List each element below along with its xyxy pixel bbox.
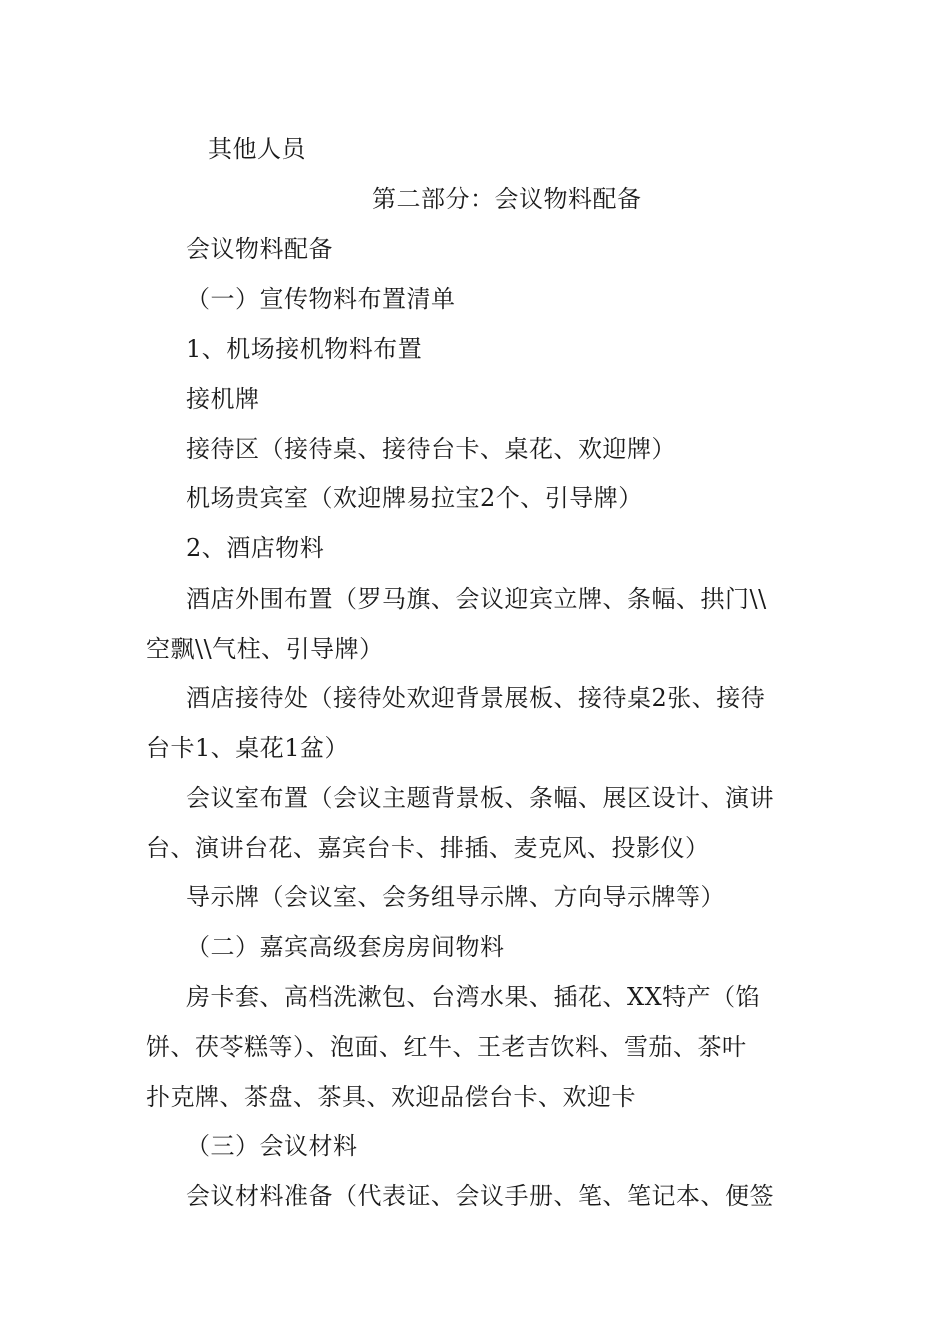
text-line: 酒店外围布置（罗马旗、会议迎宾立牌、条幅、拱门\\: [186, 585, 767, 613]
text-line: 2、酒店物料: [186, 534, 325, 562]
text-line-continuation: 扑克牌、茶盘、茶具、欢迎品偿台卡、欢迎卡: [146, 1083, 636, 1111]
text-line-continuation: 空飘\\气柱、引导牌）: [146, 635, 384, 663]
text-line-continuation: 台、演讲台花、嘉宾台卡、排插、麦克风、投影仪）: [146, 834, 710, 862]
text-line: 会议物料配备: [186, 235, 333, 263]
text-line: 导示牌（会议室、会务组导示牌、方向导示牌等）: [186, 883, 725, 911]
text-line: 酒店接待处（接待处欢迎背景展板、接待桌2张、接待: [186, 684, 766, 712]
text-line: 机场贵宾室（欢迎牌易拉宝2个、引导牌）: [186, 484, 643, 512]
text-line: 房卡套、高档洗漱包、台湾水果、插花、XX特产（馅: [186, 983, 761, 1011]
text-line: 接机牌: [186, 385, 260, 413]
text-line-continuation: 饼、茯苓糕等）、泡面、红牛、王老吉饮料、雪茄、茶叶: [146, 1033, 747, 1061]
subsection-heading: （一）宣传物料布置清单: [186, 285, 456, 313]
text-line: 接待区（接待桌、接待台卡、桌花、欢迎牌）: [186, 435, 676, 463]
section-heading: 第二部分：会议物料配备: [372, 185, 642, 213]
text-line-other-staff: 其他人员: [208, 135, 306, 163]
subsection-heading: （二）嘉宾高级套房房间物料: [186, 933, 505, 961]
text-line: 会议材料准备（代表证、会议手册、笔、笔记本、便签: [186, 1182, 774, 1210]
text-line: 1、机场接机物料布置: [186, 335, 423, 363]
text-line-continuation: 台卡1、桌花1盆）: [146, 734, 350, 762]
subsection-heading: （三）会议材料: [186, 1132, 358, 1160]
text-line: 会议室布置（会议主题背景板、条幅、展区设计、演讲: [186, 784, 774, 812]
